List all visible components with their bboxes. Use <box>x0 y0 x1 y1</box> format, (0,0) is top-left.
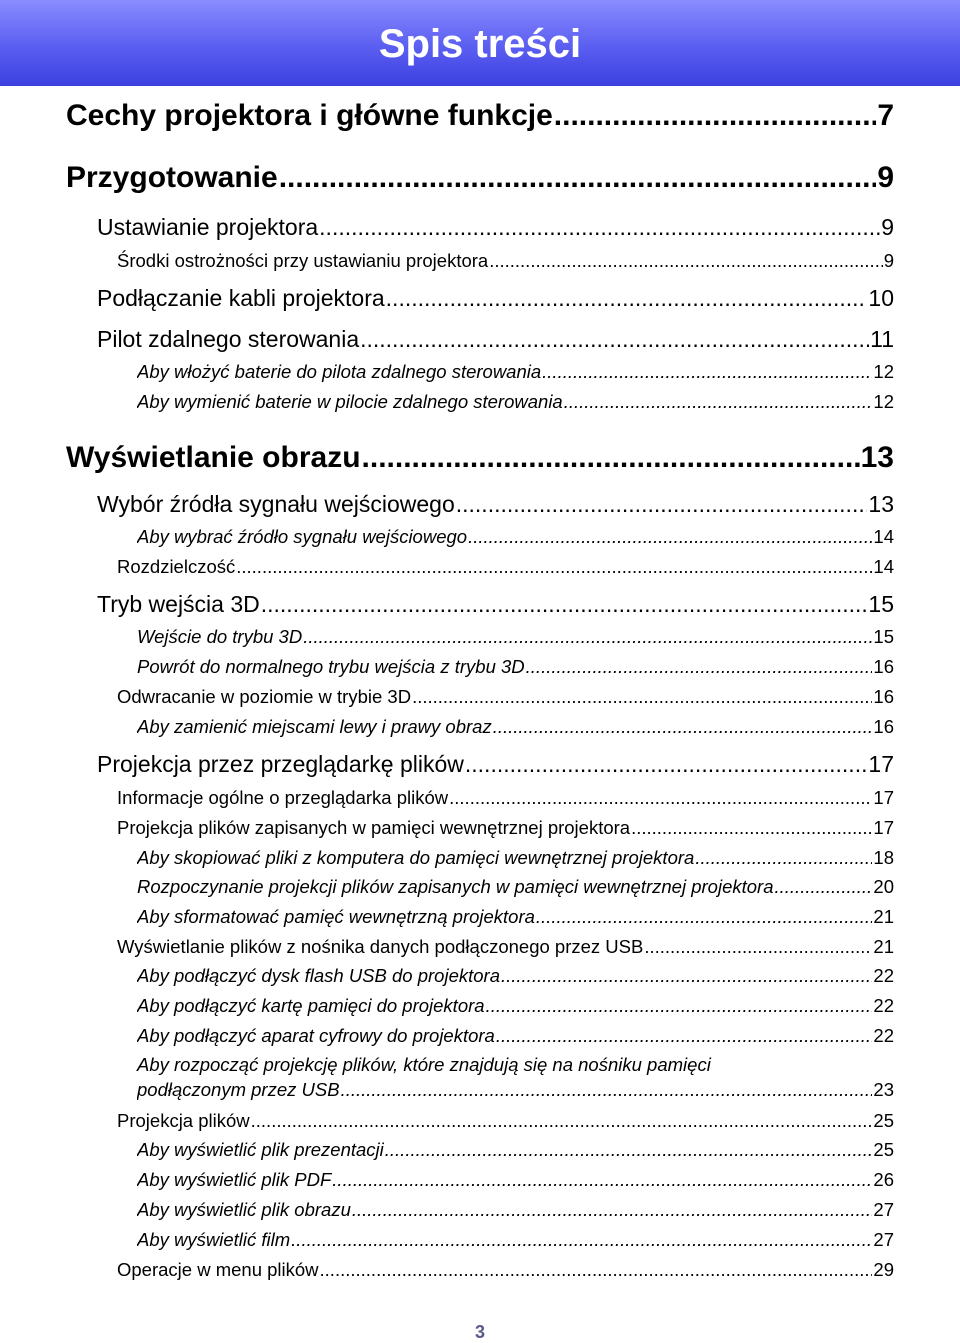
toc-entry[interactable] <box>97 284 894 312</box>
toc-entry[interactable] <box>137 655 894 679</box>
dot-leader <box>303 625 872 649</box>
toc-entry[interactable] <box>66 98 894 134</box>
toc-entry-page: 27 <box>873 1199 894 1220</box>
dot-leader <box>279 160 877 196</box>
toc-entry[interactable] <box>137 1168 894 1192</box>
toc-entry[interactable] <box>137 875 894 899</box>
toc-entry-page: 14 <box>873 556 894 577</box>
toc-entry[interactable] <box>117 935 894 959</box>
toc-entry-title: Środki ostrożności przy ustawianiu projektora <box>117 250 489 271</box>
dot-leader <box>486 994 873 1018</box>
toc-entry-title: Tryb wejścia 3D <box>97 591 260 617</box>
toc-entry-title: Aby rozpocząć projekcję plików, które znajdują się na nośniku pamięci <box>137 1054 711 1075</box>
toc-entry-title: Aby podłączyć dysk flash USB do projektora <box>137 965 500 986</box>
toc-entry-page: 11 <box>870 326 894 352</box>
toc-entry-title: Pilot zdalnego sterowania <box>97 326 360 352</box>
toc-entry-title: Wejście do trybu 3D <box>137 626 303 647</box>
toc-entry-title: Aby wyświetlić plik PDF <box>137 1169 332 1190</box>
toc-entry-page: 16 <box>873 656 894 677</box>
toc-entry-title: Projekcja plików <box>117 1110 250 1131</box>
toc-entry-title: Aby wymienić baterie w pilocie zdalnego sterowania <box>137 391 563 412</box>
toc-entry-title: Aby wyświetlić film <box>137 1229 291 1250</box>
toc-entry[interactable] <box>117 786 894 810</box>
toc-entry[interactable] <box>137 525 894 549</box>
toc-entry[interactable] <box>137 1138 894 1162</box>
toc-entry-title: Projekcja plików zapisanych w pamięci wewnętrznej projektora <box>117 817 631 838</box>
toc-entry[interactable] <box>137 360 894 384</box>
toc-entry-title: Aby sformatować pamięć wewnętrzną projektora <box>137 906 535 927</box>
toc-entry-title: Aby wyświetlić plik obrazu <box>137 1199 351 1220</box>
dot-leader <box>412 685 872 709</box>
toc-entry-title: Aby podłączyć aparat cyfrowy do projektora <box>137 1025 495 1046</box>
toc-entry[interactable] <box>117 1109 894 1133</box>
toc-entry[interactable] <box>137 994 894 1018</box>
toc-entry-title: Cechy projektora i główne funkcje <box>66 99 553 132</box>
toc-entry[interactable] <box>137 1078 894 1102</box>
toc-entry[interactable] <box>137 1024 894 1048</box>
dot-leader <box>493 715 873 739</box>
toc-entry-page: 14 <box>873 526 894 547</box>
toc-entry-title: Przygotowanie <box>66 161 278 194</box>
toc-entry[interactable] <box>137 964 894 988</box>
dot-leader <box>291 1228 872 1252</box>
toc-entry-page: 16 <box>873 716 894 737</box>
toc-entry-page: 29 <box>873 1259 894 1280</box>
toc-entry-title: Podłączanie kabli projektora <box>97 285 385 311</box>
toc-entry[interactable] <box>97 213 894 241</box>
toc-entry-page: 21 <box>873 906 894 927</box>
toc-entry[interactable] <box>137 390 894 414</box>
dot-leader <box>564 390 873 414</box>
toc-entry-page: 17 <box>873 787 894 808</box>
toc-entry-page: 15 <box>873 626 894 647</box>
dot-leader <box>465 750 868 778</box>
dot-leader <box>449 786 872 810</box>
dot-leader <box>501 964 872 988</box>
dot-leader <box>261 590 868 618</box>
toc-entry-page: 17 <box>873 817 894 838</box>
dot-leader <box>332 1168 872 1192</box>
toc-entry-title: Aby skopiować pliki z komputera do pamięci wewnętrznej projektora <box>137 847 695 868</box>
toc-entry-page: 23 <box>873 1079 894 1100</box>
toc-entry-title: Projekcja przez przeglądarkę plików <box>97 751 464 777</box>
toc-entry-title: Informacje ogólne o przeglądarka plików <box>117 787 449 808</box>
dot-leader <box>489 249 883 273</box>
toc-entry-title: Rozpoczynanie projekcji plików zapisanych w pamięci wewnętrznej projektora <box>137 876 774 897</box>
header-banner <box>0 0 960 86</box>
toc-entry-page: 20 <box>873 876 894 897</box>
dot-leader <box>631 816 872 840</box>
dot-leader <box>362 440 860 476</box>
toc-entry-page: 22 <box>873 1025 894 1046</box>
dot-leader <box>468 525 872 549</box>
toc-entry[interactable] <box>137 1198 894 1222</box>
dot-leader <box>236 555 872 579</box>
toc-entry-page: 27 <box>873 1229 894 1250</box>
page-title: Spis treści <box>378 22 582 66</box>
toc-entry-page: 10 <box>868 285 894 311</box>
dot-leader <box>386 284 868 312</box>
page-number: 3 <box>474 1322 485 1342</box>
dot-leader <box>496 1024 873 1048</box>
dot-leader <box>456 490 868 518</box>
toc-entry-page: 22 <box>873 995 894 1016</box>
toc-entry[interactable] <box>97 750 894 778</box>
dot-leader <box>320 1258 873 1282</box>
toc-entry[interactable] <box>117 816 894 840</box>
toc-entry[interactable] <box>137 846 894 870</box>
toc-entry-title: Operacje w menu plików <box>117 1259 319 1280</box>
toc-entry-title: Aby wybrać źródło sygnału wejściowego <box>137 526 468 547</box>
toc-entry-page: 7 <box>877 99 894 132</box>
toc-entry[interactable] <box>137 715 894 739</box>
dot-leader <box>385 1138 873 1162</box>
toc-entry-page: 15 <box>868 591 894 617</box>
toc-entry[interactable] <box>137 1228 894 1252</box>
toc-entry-page: 18 <box>873 847 894 868</box>
toc-entry-title: Wybór źródła sygnału wejściowego <box>97 491 455 517</box>
dot-leader <box>352 1198 873 1222</box>
toc-entry-page: 25 <box>873 1139 894 1160</box>
toc-entry-title: Aby podłączyć kartę pamięci do projektora <box>137 995 485 1016</box>
toc-entry-title: Wyświetlanie obrazu <box>66 441 361 474</box>
toc-entry-page: 13 <box>868 491 894 517</box>
toc-entry-page: 9 <box>883 250 894 271</box>
toc-entry-title: Aby wyświetlić plik prezentacji <box>137 1139 384 1160</box>
toc-entry[interactable] <box>66 440 894 476</box>
toc-entry-page: 12 <box>873 391 894 412</box>
toc-entry-page: 13 <box>860 441 894 474</box>
toc-entry[interactable] <box>117 685 894 709</box>
toc-entry-page: 21 <box>873 936 894 957</box>
toc-entry-page: 25 <box>873 1110 894 1131</box>
dot-leader <box>360 325 869 353</box>
toc-entry[interactable] <box>97 325 894 353</box>
toc-entry-page: 9 <box>877 161 894 194</box>
toc-entry-title: Rozdzielczość <box>117 556 236 577</box>
toc-entry-title: Powrót do normalnego trybu wejścia z trybu 3D <box>137 656 525 677</box>
dot-leader <box>644 935 872 959</box>
dot-leader <box>526 655 873 679</box>
toc-entry[interactable] <box>117 249 894 273</box>
toc-entry-title: Wyświetlanie plików z nośnika danych podłączonego przez USB <box>117 936 644 957</box>
toc-entry-title: Aby włożyć baterie do pilota zdalnego sterowania <box>137 361 542 382</box>
toc-entry[interactable] <box>117 555 894 579</box>
toc-entry[interactable] <box>66 160 894 196</box>
toc-entry-page: 22 <box>873 965 894 986</box>
toc-entry[interactable] <box>137 905 894 929</box>
dot-leader <box>341 1078 873 1102</box>
toc-entry-page: 12 <box>873 361 894 382</box>
toc-entry-title: Aby zamienić miejscami lewy i prawy obraz <box>137 716 492 737</box>
toc-entry-title: Ustawianie projektora <box>97 214 319 240</box>
toc-entry-page: 26 <box>873 1169 894 1190</box>
dot-leader <box>251 1109 873 1133</box>
toc-entry[interactable] <box>117 1258 894 1282</box>
toc-entry[interactable] <box>97 590 894 618</box>
dot-leader <box>542 360 872 384</box>
toc-entry[interactable] <box>137 625 894 649</box>
dot-leader <box>554 98 877 134</box>
dot-leader <box>319 213 880 241</box>
toc-entry-title: podłączonym przez USB <box>137 1079 340 1100</box>
dot-leader <box>695 846 872 870</box>
dot-leader <box>775 875 873 899</box>
toc-entry-title: Odwracanie w poziomie w trybie 3D <box>117 686 412 707</box>
toc-entry[interactable] <box>97 490 894 518</box>
dot-leader <box>536 905 873 929</box>
toc-entry-page: 9 <box>881 214 894 240</box>
toc-entry-page: 16 <box>873 686 894 707</box>
toc-entry-page: 17 <box>868 751 894 777</box>
